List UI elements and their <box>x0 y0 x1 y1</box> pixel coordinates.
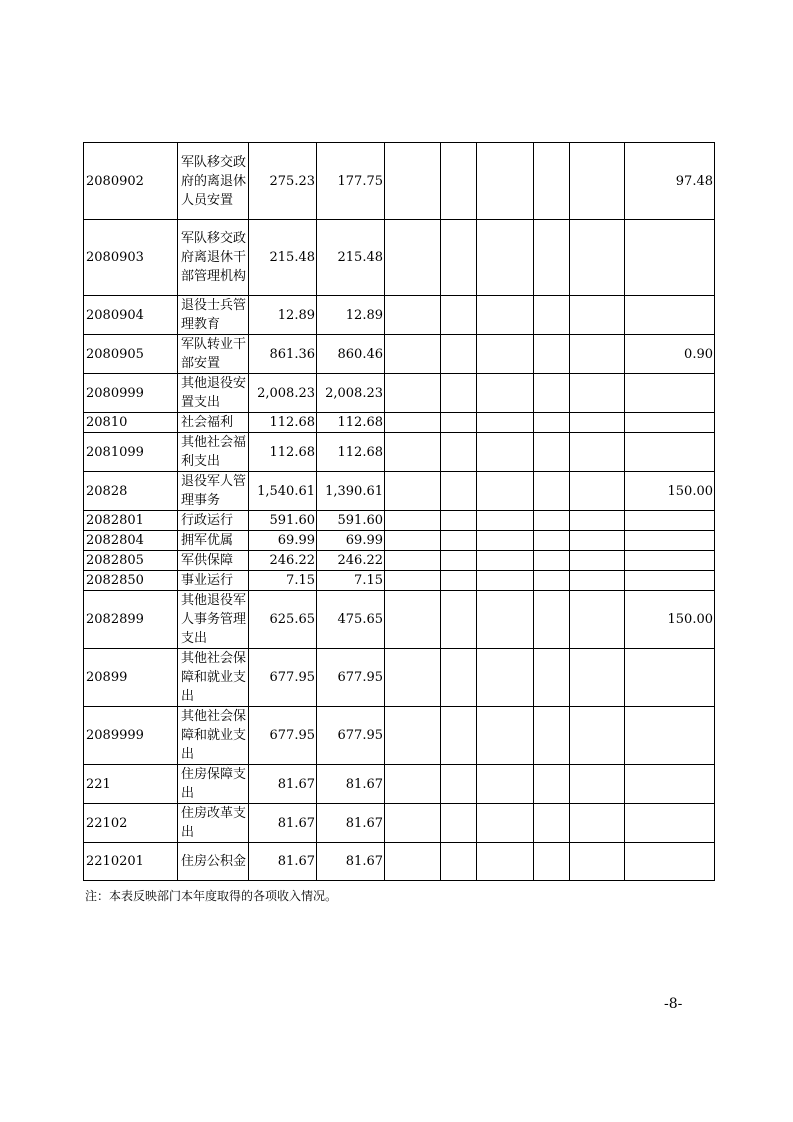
row-value-col-3 <box>385 591 441 649</box>
row-value-col-4 <box>441 571 477 591</box>
row-value-col-6 <box>534 843 570 881</box>
table-row <box>84 220 715 296</box>
budget-table <box>83 142 715 881</box>
row-value-col-7 <box>570 804 625 843</box>
row-value-col-6 <box>534 374 570 413</box>
table-row <box>84 335 715 374</box>
row-value-col-4 <box>441 220 477 296</box>
row-value-col-8: 150.00 <box>625 591 715 649</box>
row-code: 2081099 <box>84 433 178 472</box>
row-value-col-6 <box>534 551 570 571</box>
row-value-col-5 <box>477 571 534 591</box>
row-value-col-4 <box>441 413 477 433</box>
row-value-col-3 <box>385 220 441 296</box>
row-value-col-6 <box>534 707 570 765</box>
row-value-col-5 <box>477 433 534 472</box>
row-value-col-6 <box>534 511 570 531</box>
row-value-col-7 <box>570 649 625 707</box>
row-value-col-4 <box>441 296 477 335</box>
row-value-col-3 <box>385 551 441 571</box>
row-value-col-6 <box>534 413 570 433</box>
row-name: 军队移交政府的离退休人员安置 <box>178 143 249 220</box>
table-row <box>84 374 715 413</box>
table-row <box>84 531 715 551</box>
row-value-col-7 <box>570 551 625 571</box>
row-value-col-1: 112.68 <box>249 433 317 472</box>
table-row <box>84 571 715 591</box>
row-value-col-2: 1,390.61 <box>317 472 385 511</box>
row-value-col-8 <box>625 804 715 843</box>
row-code: 2082804 <box>84 531 178 551</box>
row-value-col-8 <box>625 649 715 707</box>
row-value-col-1: 81.67 <box>249 765 317 804</box>
row-code: 2080905 <box>84 335 178 374</box>
table-note: 注：本表反映部门本年度取得的各项收入情况。 <box>85 889 338 903</box>
row-value-col-6 <box>534 220 570 296</box>
row-code: 2082850 <box>84 571 178 591</box>
row-value-col-5 <box>477 843 534 881</box>
row-value-col-8 <box>625 531 715 551</box>
table-row <box>84 472 715 511</box>
row-value-col-3 <box>385 413 441 433</box>
row-value-col-8: 0.90 <box>625 335 715 374</box>
table-row <box>84 804 715 843</box>
row-value-col-8 <box>625 843 715 881</box>
row-value-col-6 <box>534 591 570 649</box>
row-value-col-2: 69.99 <box>317 531 385 551</box>
table-row <box>84 591 715 649</box>
row-value-col-1: 7.15 <box>249 571 317 591</box>
row-name: 退役军人管理事务 <box>178 472 249 511</box>
row-value-col-2: 12.89 <box>317 296 385 335</box>
row-value-col-6 <box>534 335 570 374</box>
row-value-col-1: 12.89 <box>249 296 317 335</box>
row-value-col-1: 81.67 <box>249 804 317 843</box>
row-value-col-1: 246.22 <box>249 551 317 571</box>
row-value-col-2: 677.95 <box>317 649 385 707</box>
row-value-col-4 <box>441 335 477 374</box>
row-value-col-4 <box>441 143 477 220</box>
row-value-col-5 <box>477 511 534 531</box>
row-value-col-8 <box>625 413 715 433</box>
row-value-col-3 <box>385 472 441 511</box>
row-value-col-5 <box>477 413 534 433</box>
row-value-col-8 <box>625 707 715 765</box>
row-value-col-2: 81.67 <box>317 765 385 804</box>
row-value-col-7 <box>570 296 625 335</box>
row-value-col-7 <box>570 707 625 765</box>
row-value-col-3 <box>385 531 441 551</box>
row-value-col-3 <box>385 511 441 531</box>
row-value-col-7 <box>570 843 625 881</box>
row-value-col-3 <box>385 143 441 220</box>
row-value-col-5 <box>477 707 534 765</box>
row-value-col-6 <box>534 143 570 220</box>
row-code: 20899 <box>84 649 178 707</box>
row-value-col-1: 591.60 <box>249 511 317 531</box>
row-code: 2089999 <box>84 707 178 765</box>
row-name: 军队转业干部安置 <box>178 335 249 374</box>
row-value-col-2: 112.68 <box>317 433 385 472</box>
row-value-col-7 <box>570 143 625 220</box>
row-value-col-8 <box>625 765 715 804</box>
row-name: 其他社会保障和就业支出 <box>178 649 249 707</box>
row-value-col-5 <box>477 143 534 220</box>
row-value-col-1: 69.99 <box>249 531 317 551</box>
row-value-col-8 <box>625 220 715 296</box>
row-value-col-5 <box>477 591 534 649</box>
table-row <box>84 433 715 472</box>
row-value-col-1: 112.68 <box>249 413 317 433</box>
row-value-col-6 <box>534 472 570 511</box>
row-value-col-2: 246.22 <box>317 551 385 571</box>
row-value-col-2: 112.68 <box>317 413 385 433</box>
row-value-col-3 <box>385 296 441 335</box>
row-value-col-3 <box>385 571 441 591</box>
row-value-col-7 <box>570 413 625 433</box>
row-value-col-7 <box>570 433 625 472</box>
table-row <box>84 551 715 571</box>
row-value-col-4 <box>441 433 477 472</box>
row-code: 2082801 <box>84 511 178 531</box>
row-value-col-2: 177.75 <box>317 143 385 220</box>
row-value-col-5 <box>477 296 534 335</box>
row-value-col-1: 677.95 <box>249 649 317 707</box>
table-row <box>84 511 715 531</box>
row-code: 20828 <box>84 472 178 511</box>
row-value-col-1: 625.65 <box>249 591 317 649</box>
row-name: 事业运行 <box>178 571 249 591</box>
row-code: 20810 <box>84 413 178 433</box>
row-value-col-6 <box>534 765 570 804</box>
row-value-col-3 <box>385 433 441 472</box>
row-value-col-4 <box>441 374 477 413</box>
row-value-col-4 <box>441 649 477 707</box>
row-name: 其他社会保障和就业支出 <box>178 707 249 765</box>
row-name: 其他社会福利支出 <box>178 433 249 472</box>
row-value-col-2: 475.65 <box>317 591 385 649</box>
row-name: 其他退役安置支出 <box>178 374 249 413</box>
row-value-col-6 <box>534 649 570 707</box>
row-value-col-2: 591.60 <box>317 511 385 531</box>
row-value-col-4 <box>441 591 477 649</box>
row-code: 2210201 <box>84 843 178 881</box>
row-value-col-8: 150.00 <box>625 472 715 511</box>
row-value-col-7 <box>570 571 625 591</box>
row-name: 拥军优属 <box>178 531 249 551</box>
row-value-col-4 <box>441 531 477 551</box>
row-value-col-4 <box>441 765 477 804</box>
row-value-col-5 <box>477 649 534 707</box>
row-code: 2080903 <box>84 220 178 296</box>
row-value-col-5 <box>477 804 534 843</box>
row-name: 住房公积金 <box>178 843 249 881</box>
row-value-col-8 <box>625 571 715 591</box>
row-value-col-1: 215.48 <box>249 220 317 296</box>
row-code: 22102 <box>84 804 178 843</box>
row-value-col-7 <box>570 591 625 649</box>
row-value-col-3 <box>385 335 441 374</box>
table-body <box>84 143 715 881</box>
row-code: 2082899 <box>84 591 178 649</box>
row-value-col-7 <box>570 511 625 531</box>
row-value-col-4 <box>441 804 477 843</box>
row-value-col-2: 2,008.23 <box>317 374 385 413</box>
row-value-col-8 <box>625 551 715 571</box>
row-value-col-6 <box>534 571 570 591</box>
row-name: 其他退役军人事务管理支出 <box>178 591 249 649</box>
row-value-col-1: 275.23 <box>249 143 317 220</box>
row-name: 退役士兵管理教育 <box>178 296 249 335</box>
row-value-col-8: 97.48 <box>625 143 715 220</box>
table-row <box>84 843 715 881</box>
row-value-col-3 <box>385 843 441 881</box>
row-value-col-3 <box>385 765 441 804</box>
table-row <box>84 765 715 804</box>
row-value-col-7 <box>570 220 625 296</box>
table-row <box>84 413 715 433</box>
row-code: 2080902 <box>84 143 178 220</box>
row-name: 军供保障 <box>178 551 249 571</box>
row-value-col-2: 215.48 <box>317 220 385 296</box>
row-value-col-8 <box>625 296 715 335</box>
row-code: 221 <box>84 765 178 804</box>
row-name: 住房改革支出 <box>178 804 249 843</box>
row-value-col-5 <box>477 765 534 804</box>
row-value-col-4 <box>441 707 477 765</box>
row-value-col-7 <box>570 472 625 511</box>
row-value-col-2: 7.15 <box>317 571 385 591</box>
table-row <box>84 707 715 765</box>
row-value-col-1: 1,540.61 <box>249 472 317 511</box>
row-value-col-6 <box>534 804 570 843</box>
row-value-col-8 <box>625 433 715 472</box>
row-value-col-5 <box>477 531 534 551</box>
row-code: 2080904 <box>84 296 178 335</box>
row-value-col-1: 677.95 <box>249 707 317 765</box>
row-value-col-5 <box>477 472 534 511</box>
row-value-col-4 <box>441 551 477 571</box>
row-value-col-7 <box>570 374 625 413</box>
row-value-col-1: 2,008.23 <box>249 374 317 413</box>
table-row <box>84 649 715 707</box>
row-value-col-2: 81.67 <box>317 843 385 881</box>
row-name: 社会福利 <box>178 413 249 433</box>
row-value-col-7 <box>570 531 625 551</box>
row-value-col-4 <box>441 472 477 511</box>
row-value-col-4 <box>441 511 477 531</box>
page-number: -8- <box>664 996 683 1012</box>
row-value-col-8 <box>625 511 715 531</box>
table-row <box>84 143 715 220</box>
row-code: 2080999 <box>84 374 178 413</box>
row-value-col-2: 677.95 <box>317 707 385 765</box>
row-value-col-6 <box>534 531 570 551</box>
row-value-col-2: 81.67 <box>317 804 385 843</box>
row-name: 行政运行 <box>178 511 249 531</box>
table-row <box>84 296 715 335</box>
row-code: 2082805 <box>84 551 178 571</box>
row-value-col-5 <box>477 220 534 296</box>
row-value-col-5 <box>477 551 534 571</box>
row-value-col-1: 81.67 <box>249 843 317 881</box>
row-name: 住房保障支出 <box>178 765 249 804</box>
row-value-col-2: 860.46 <box>317 335 385 374</box>
row-value-col-7 <box>570 335 625 374</box>
row-value-col-3 <box>385 649 441 707</box>
row-value-col-4 <box>441 843 477 881</box>
row-value-col-6 <box>534 296 570 335</box>
row-value-col-3 <box>385 374 441 413</box>
row-value-col-5 <box>477 335 534 374</box>
row-value-col-7 <box>570 765 625 804</box>
row-name: 军队移交政府离退休干部管理机构 <box>178 220 249 296</box>
row-value-col-1: 861.36 <box>249 335 317 374</box>
row-value-col-3 <box>385 707 441 765</box>
row-value-col-3 <box>385 804 441 843</box>
row-value-col-5 <box>477 374 534 413</box>
row-value-col-8 <box>625 374 715 413</box>
row-value-col-6 <box>534 433 570 472</box>
